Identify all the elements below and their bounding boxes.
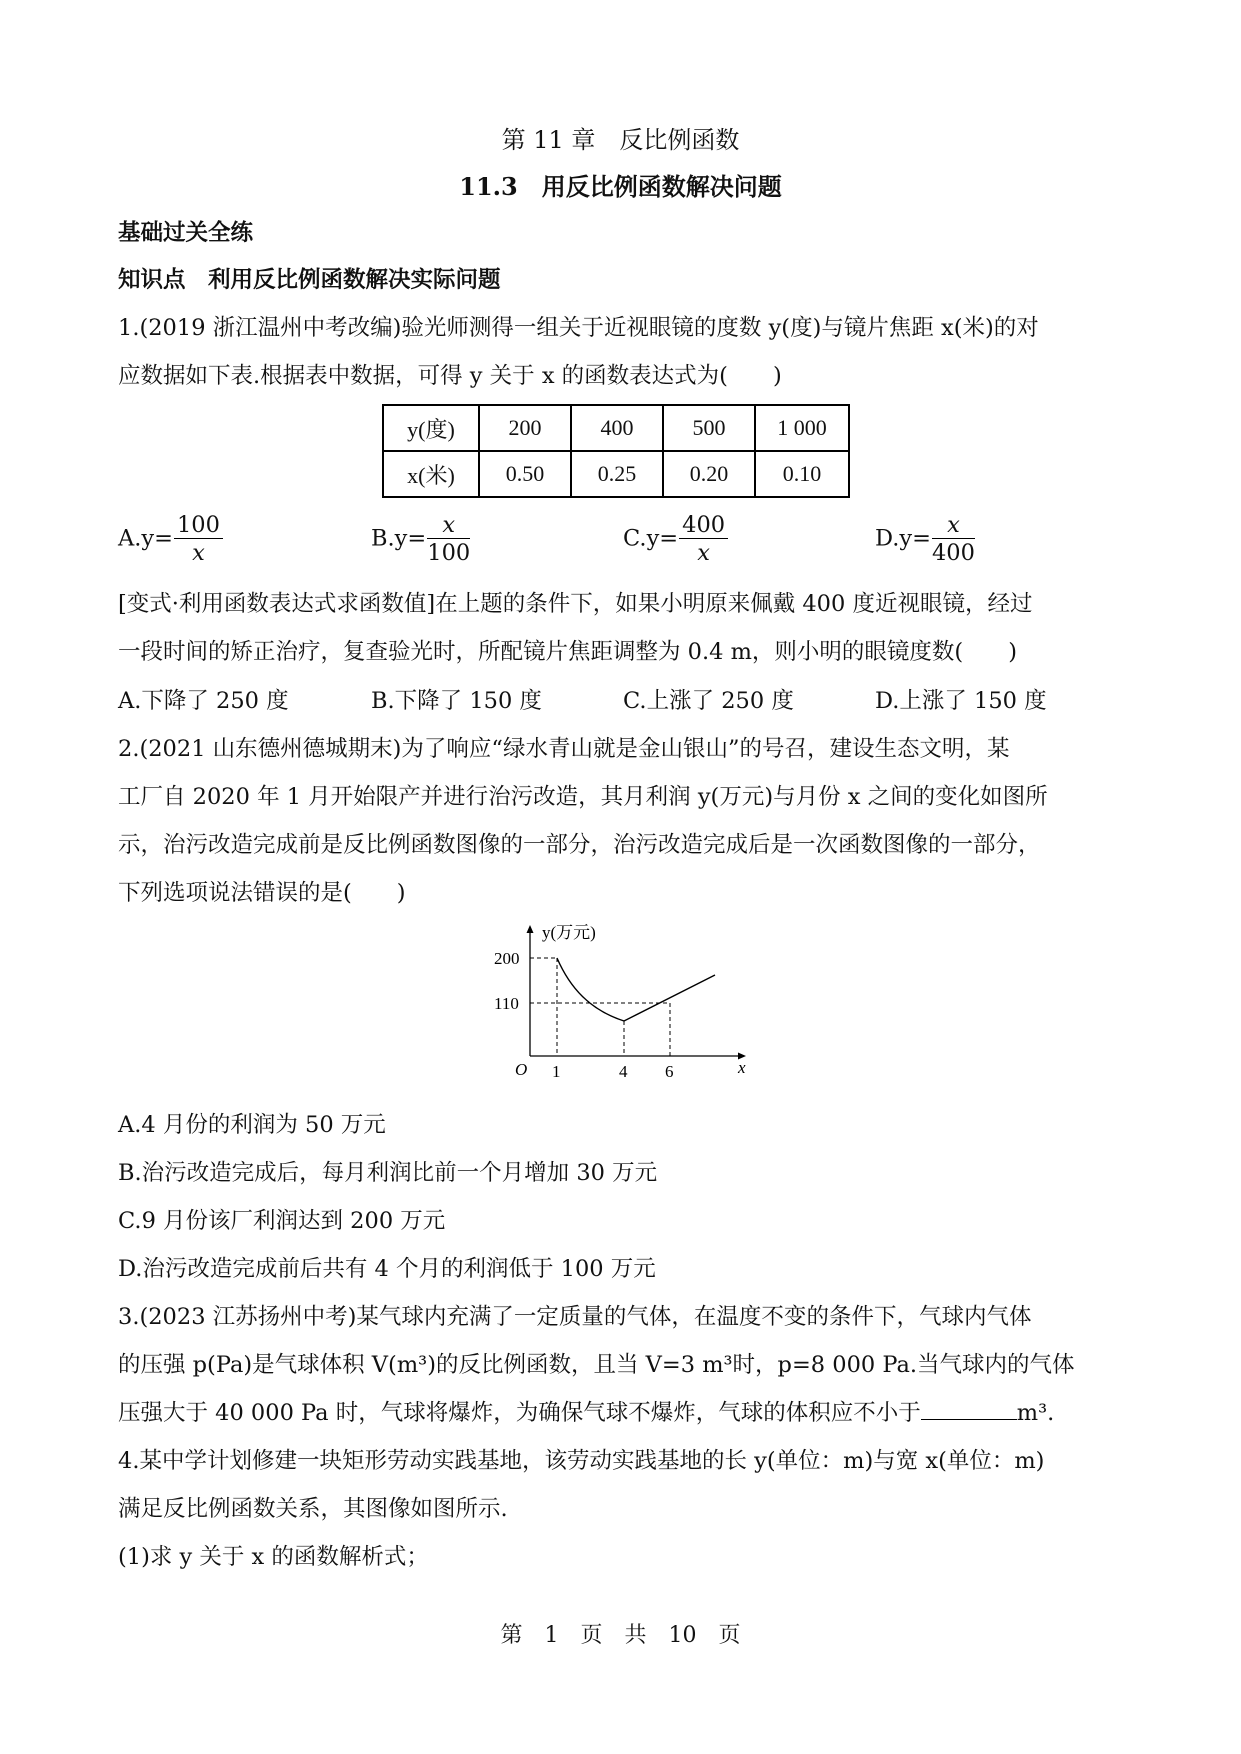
fraction (427, 512, 470, 567)
table-row (383, 451, 849, 497)
q2-text-line-3: 示，治污改造完成前是反比例函数图像的一部分，治污改造完成后是一次函数图像的一部分， (118, 832, 1041, 858)
q4-subquestion-1: (1)求 y 关于 x 的函数解析式； (118, 1544, 429, 1570)
q2-option-d[interactable]: D.治污改造完成前后共有 4 个月的利润低于 100 万元 (118, 1256, 656, 1282)
q4-text-line-2: 满足反比例函数关系，其图像如图所示. (118, 1496, 508, 1522)
table-cell: 0.10 (755, 451, 849, 497)
practice-label: 基础过关全练 (118, 220, 254, 246)
page-footer: 第 1 页 共 10 页 (500, 1623, 741, 1648)
q1-option-d[interactable] (875, 512, 975, 567)
x-tick-6: 6 (665, 1062, 674, 1078)
option-prefix: C.y= (623, 525, 679, 552)
x-tick-4: 4 (619, 1062, 628, 1078)
y-tick-200: 200 (494, 949, 520, 968)
table-cell: 0.20 (663, 451, 755, 497)
fraction-numerator: 400 (679, 512, 728, 539)
table-cell: 0.25 (571, 451, 663, 497)
q1-text-line-2: 应数据如下表.根据表中数据，可得 y 关于 x 的函数表达式为( ) (118, 363, 782, 389)
table-cell: 200 (479, 405, 571, 451)
fraction-numerator: x (932, 512, 975, 539)
variant-option-d[interactable]: D.上涨了 150 度 (875, 688, 1047, 714)
q2-text-line-1: 2.(2021 山东德州德城期末)为了响应“绿水青山就是金山银山”的号召，建设生态文明，某 (118, 736, 1010, 762)
fraction (174, 512, 223, 567)
y-axis-arrow-icon (527, 925, 534, 933)
table-cell: 500 (663, 405, 755, 451)
q3-text-line-1: 3.(2023 江苏扬州中考)某气球内充满了一定质量的气体，在温度不变的条件下，气球内气体 (118, 1304, 1032, 1330)
variant-option-b[interactable]: B.下降了 150 度 (371, 688, 542, 714)
option-prefix: B.y= (371, 525, 427, 552)
variant-text-line-2: 一段时间的矫正治疗，复查验光时，所配镜片焦距调整为 0.4 m，则小明的眼镜度数( ) (118, 639, 1017, 665)
q2-option-b[interactable]: B.治污改造完成后，每月利润比前一个月增加 30 万元 (118, 1160, 658, 1186)
q1-text-line-1: 1.(2019 浙江温州中考改编)验光师测得一组关于近视眼镜的度数 y(度)与镜片焦距 x(米)的对 (118, 315, 1039, 341)
section-title: 11.3 用反比例函数解决问题 (459, 172, 782, 201)
q3-text-line-3-main: 压强大于 40 000 Pa 时，气球将爆炸，为确保气球不爆炸，气球的体积应不小于 (118, 1400, 921, 1426)
q3-text-line-2: 的压强 p(Pa)是气球体积 V(m³)的反比例函数，且当 V=3 m³时，p=8 000 Pa.当气球内的气体 (118, 1352, 1075, 1378)
knowledge-point-label: 知识点 利用反比例函数解决实际问题 (118, 267, 501, 293)
variant-text-line-1: [变式·利用函数表达式求函数值]在上题的条件下，如果小明原来佩戴 400 度近视眼镜，经过 (118, 591, 1033, 617)
fraction (679, 512, 728, 567)
variant-option-c[interactable]: C.上涨了 250 度 (623, 688, 794, 714)
reciprocal-curve (557, 958, 624, 1021)
table-cell: 0.50 (479, 451, 571, 497)
q2-option-a[interactable]: A.4 月份的利润为 50 万元 (118, 1112, 386, 1138)
table-row (383, 405, 849, 451)
q2-option-c[interactable]: C.9 月份该厂利润达到 200 万元 (118, 1208, 446, 1234)
q2-profit-graph (490, 918, 760, 1078)
y-tick-110: 110 (494, 994, 519, 1013)
q1-option-c[interactable] (623, 512, 728, 567)
origin-label: O (515, 1060, 528, 1078)
fraction-denominator: 400 (931, 540, 975, 566)
q2-text-line-2: 工厂自 2020 年 1 月开始限产并进行治污改造，其月利润 y(万元)与月份 x 之间的变化如图所 (118, 784, 1048, 810)
variant-option-a[interactable]: A.下降了 250 度 (118, 688, 289, 714)
linear-segment (624, 975, 715, 1021)
fraction-denominator: x (697, 540, 710, 566)
table-cell: x(米) (383, 451, 479, 497)
fraction-numerator: 100 (174, 512, 223, 539)
chapter-title: 第 11 章 反比例函数 (501, 126, 740, 154)
fraction-denominator: x (192, 540, 205, 566)
answer-blank[interactable] (921, 1399, 1017, 1420)
q2-text-line-4: 下列选项说法错误的是( ) (118, 880, 406, 906)
fraction-denominator: 100 (427, 540, 471, 566)
x-axis-label: x (738, 1058, 746, 1077)
fraction (932, 512, 975, 567)
x-tick-1: 1 (552, 1062, 561, 1078)
fraction-numerator: x (427, 512, 470, 539)
y-axis-label: y(万元) (542, 923, 596, 942)
q1-option-a[interactable] (118, 512, 223, 567)
q1-option-b[interactable] (371, 512, 470, 567)
option-prefix: D.y= (875, 525, 931, 552)
table-cell: 400 (571, 405, 663, 451)
table-cell: y(度) (383, 405, 479, 451)
table-cell: 1 000 (755, 405, 849, 451)
option-prefix: A.y= (118, 525, 173, 552)
q1-data-table (382, 404, 850, 498)
q3-text-line-3 (118, 1398, 1054, 1428)
q4-text-line-1: 4.某中学计划修建一块矩形劳动实践基地，该劳动实践基地的长 y(单位：m)与宽 x(单位：m) (118, 1448, 1045, 1474)
q3-unit: m³. (1016, 1400, 1055, 1426)
